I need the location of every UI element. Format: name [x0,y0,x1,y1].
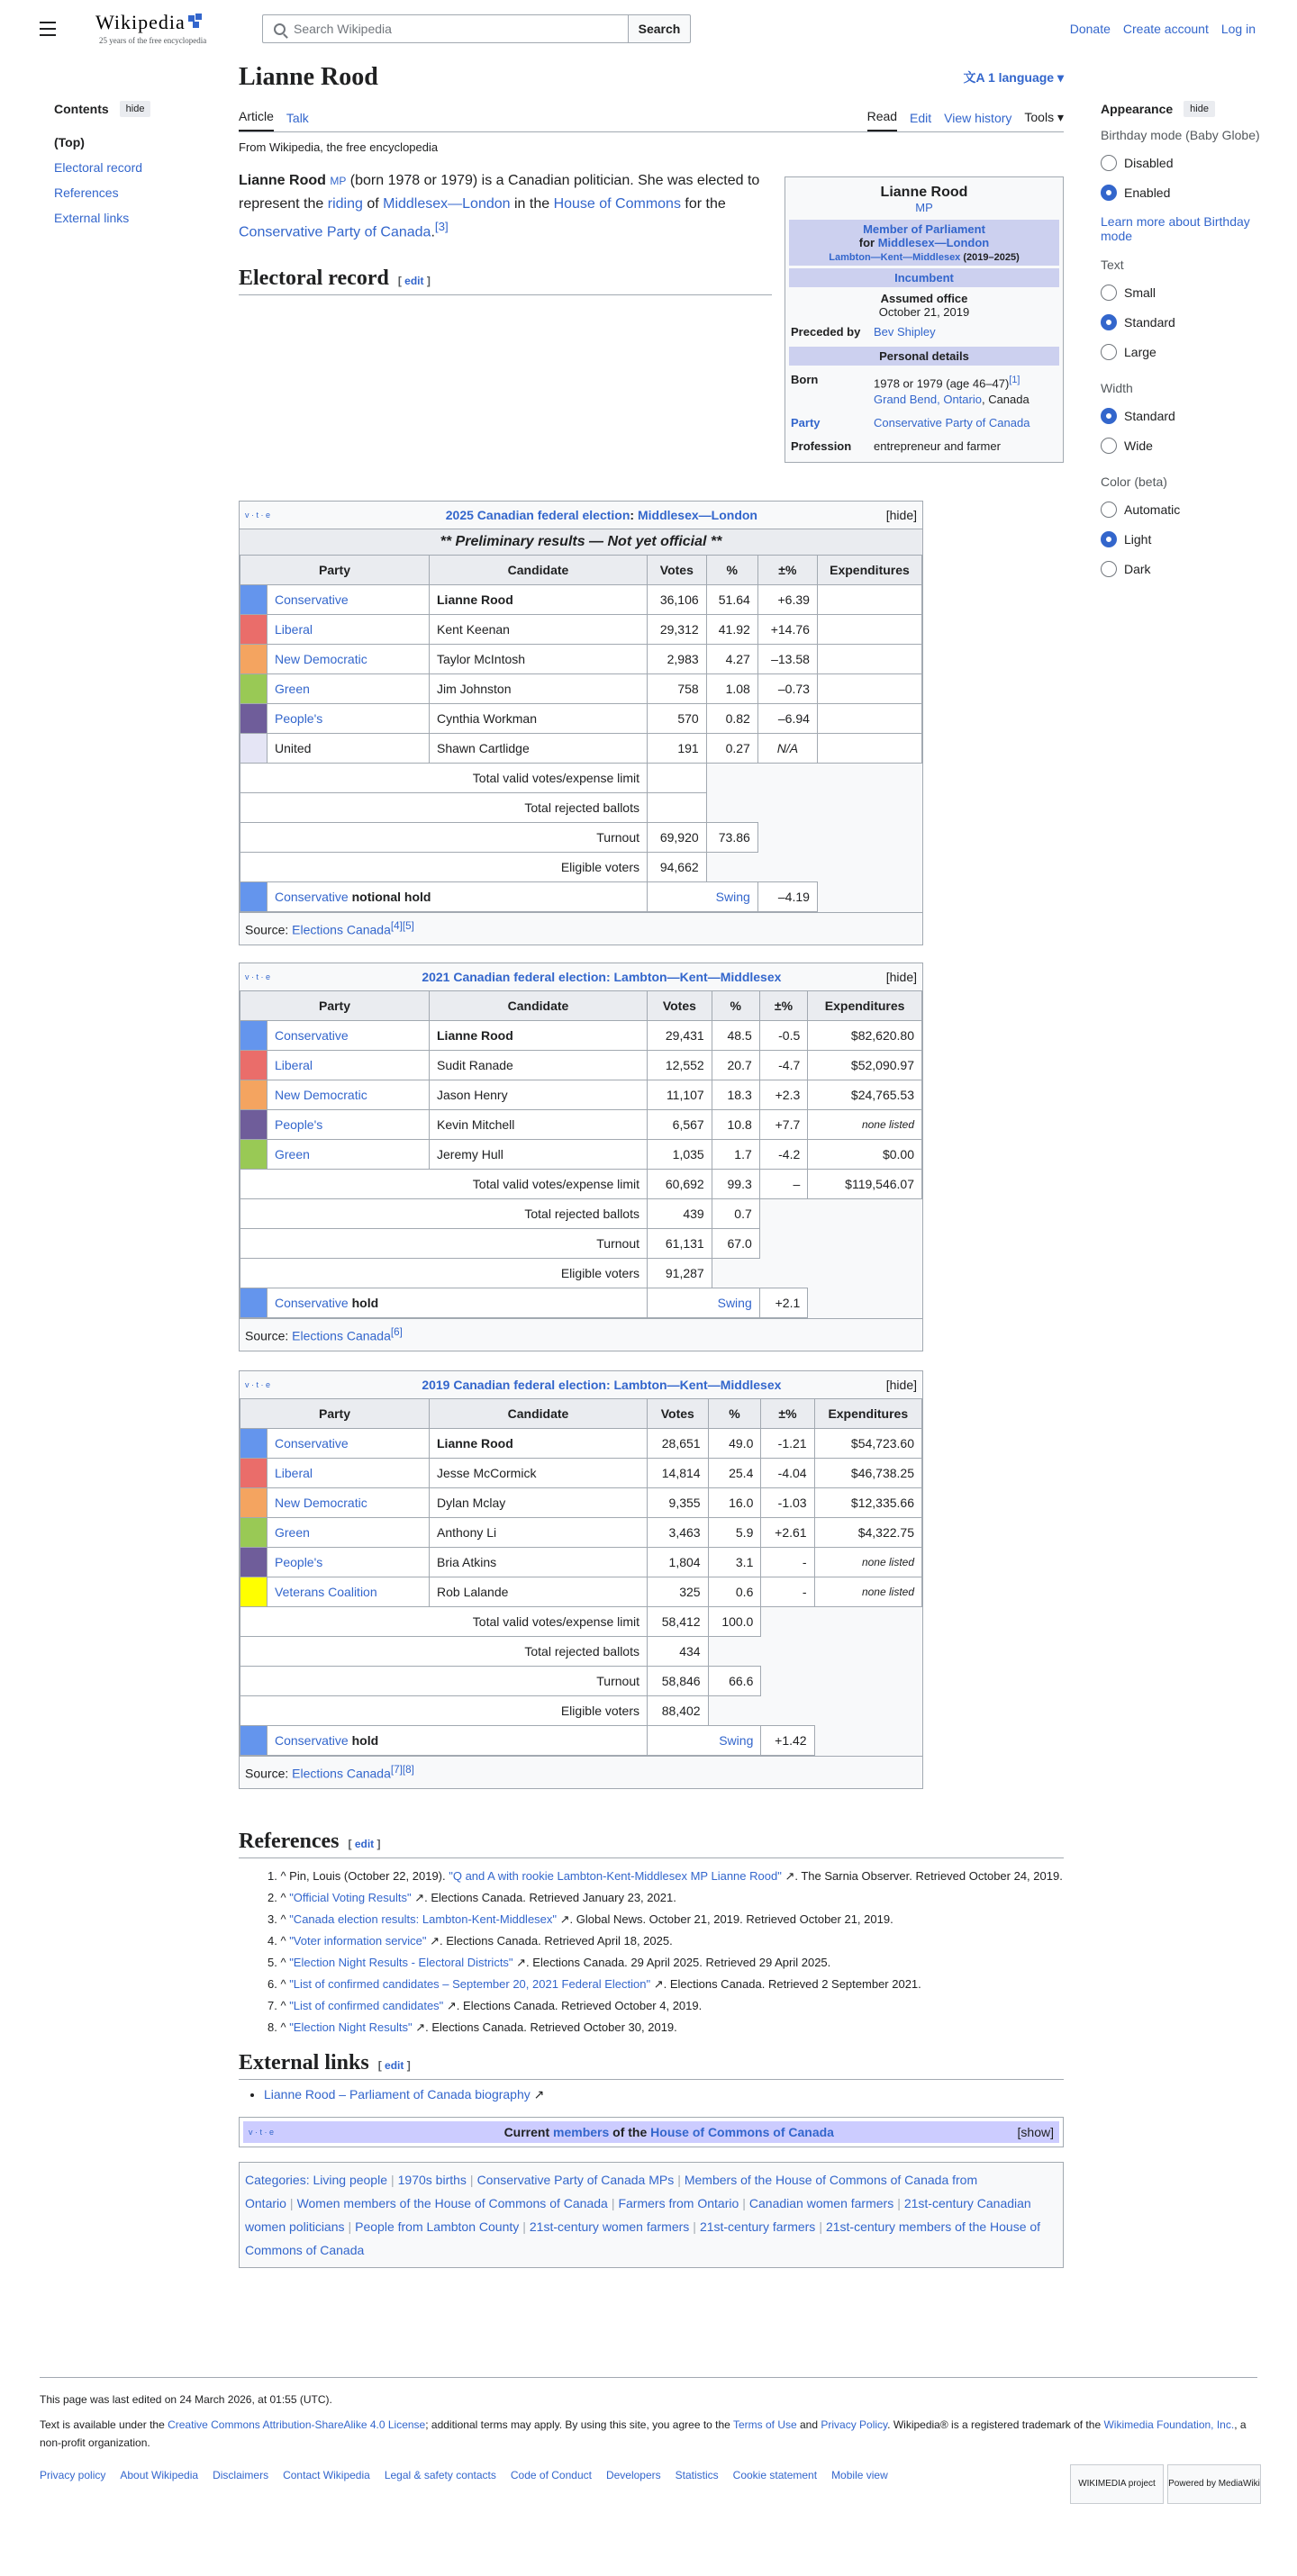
party-cell[interactable]: Green [268,674,430,704]
pct-cell: 16.0 [708,1488,761,1518]
expenditures-cell [817,585,921,615]
expenditures-cell: none listed [814,1577,921,1607]
candidate-cell: Anthony Li [430,1518,648,1548]
party-cell[interactable]: Liberal [268,1459,430,1488]
category-link[interactable]: 21st-century Canadian women politicians [245,2196,1031,2234]
category-link[interactable]: Canadian women farmers [748,2196,894,2210]
party-cell[interactable]: People's [268,1548,430,1577]
party-color-swatch [240,1051,268,1080]
reference-item: 4. ^ "Voter information service" ↗. Elections Canada. Retrieved April 18, 2025. [268,1934,673,1948]
pct-cell: 0.6 [708,1577,761,1607]
show-toggle[interactable]: [show] [1017,2125,1054,2139]
login-link[interactable]: Log in [1220,22,1256,36]
table-row [240,1080,922,1110]
election-2019-table: v · t · e 2019 Canadian federal election: Lambton—Kent—Middlesex [hide] Party Candidate Votes % ±% Expenditures Conservative Lianne Rood 28,651 49.0 -1.21 $54,723.60 Liberal Jesse McCormick 14,814 25.4 -4.04 $46,738.25 New Democratic Dylan Mclay 9,355 16.0 -1.03 $12,335.66 Green Anthony Li 3,463 5.9 +2.61 $4,322.75 People's Bria Atkins 1,804 3.1 - none listed Veterans Coalition Rob Lalande 325 0.6 - none listed Total valid votes/expense limit 58,412 100.0 Total rejected ballots 434 Turnout 58,846 66.6 Eligible voters 88,402 Conservative hold Swing +1.42 Source: Elections Canada[7][8] [239,1370,923,1789]
party-cell[interactable]: New Democratic [268,645,430,674]
candidate-cell: Cynthia Workman [430,704,648,734]
toc-item-top[interactable]: (Top) [54,135,85,149]
page-tabs [239,103,1064,132]
radio-light[interactable]: Light [1101,524,1263,554]
change-cell: -4.2 [759,1140,808,1170]
last-edited: This page was last edited on 24 March 2026, at 01:55 (UTC). [40,2393,332,2406]
votes-cell: 1,804 [648,1548,709,1577]
reference-item: 6. ^ "List of confirmed candidates – September 20, 2021 Federal Election" ↗. Elections Canada. Retrieved 2 September 2021. [268,1977,921,1991]
change-cell: +6.39 [757,585,817,615]
category-link[interactable]: 21st-century farmers [699,2219,816,2234]
preliminary-banner: ** Preliminary results — Not yet official ** [240,529,922,555]
user-links [1070,22,1256,36]
table-row [240,674,922,704]
pct-cell: 18.3 [712,1080,759,1110]
election-2025-table: v · t · e 2025 Canadian federal election: Middlesex—London [hide] ** Preliminary results — Not yet official ** Party Candidate Votes % ±% Expenditures Conservative Lianne Rood 36,106 51.64 +6.39 Liberal Kent Keenan 29,312 41.92 +14.76 New Democratic Taylor McIntosh 2,983 4.27 –13.58 Green Jim Johnston 758 1.08 –0.73 People's Cynthia Workman 570 0.82 –6.94 United Shawn Cartlidge 191 0.27 N/A Total valid votes/expense limit Total rejected ballots Turnout 69,920 73.86 Eligible voters 94,662 Conservative notional hold Swing –4.19 Source: Elections Canada[4][5] [239,501,923,945]
pct-cell: 10.8 [712,1110,759,1140]
change-cell: -4.7 [759,1051,808,1080]
toc-item-electoral-record[interactable]: Electoral record [54,160,143,175]
expenditures-cell [817,615,921,645]
votes-cell: 28,651 [648,1429,709,1459]
logo-wordmark: Wikipedia [95,11,186,33]
infobox-party: Party Conservative Party of Canada [791,416,1030,430]
radio-width-standard[interactable]: Standard [1101,401,1263,430]
radio-small[interactable]: Small [1101,277,1263,307]
change-cell: - [761,1548,814,1577]
infobox-born: Born 1978 or 1979 (age 46–47)[1] Grand Bend, Ontario, Canada [791,373,1029,407]
footer-link[interactable]: Mobile view [831,2469,888,2481]
category-link[interactable]: 21st-century women farmers [529,2219,690,2234]
source-note: Source: Elections Canada[4][5] [240,912,922,945]
puzzle-globe-icon [187,13,204,29]
reference-item: 8. ^ "Election Night Results" ↗. Elections Canada. Retrieved October 30, 2019. [268,2020,677,2034]
table-row [240,1051,922,1080]
candidate-cell: Jesse McCormick [430,1459,648,1488]
party-color-swatch [240,1140,268,1170]
wikimedia-badge[interactable]: WIKIMEDIA project [1070,2464,1164,2504]
footer-link[interactable]: Privacy policy [40,2469,106,2481]
candidate-cell: Jason Henry [430,1080,648,1110]
tools-menu[interactable]: Tools ▾ [1024,110,1064,124]
candidate-cell: Bria Atkins [430,1548,648,1577]
reference-link[interactable]: "List of confirmed candidates" [289,1999,444,2012]
party-cell[interactable]: Conservative [268,585,430,615]
pct-cell: 20.7 [712,1051,759,1080]
party-color-swatch [240,704,268,734]
party-color-swatch [240,615,268,645]
cpc-link[interactable]: Conservative Party of Canada [239,224,431,240]
vte-links[interactable]: v · t · e [245,511,271,520]
change-cell: –13.58 [757,645,817,674]
party-color-swatch [240,1080,268,1110]
hide-toggle[interactable]: [hide] [885,508,917,522]
search-icon [274,23,286,35]
expenditures-cell: $24,765.53 [808,1080,922,1110]
radio-width-wide[interactable]: Wide [1101,430,1263,460]
reference-link[interactable]: "Q and A with rookie Lambton-Kent-Middlesex MP Lianne Rood" [449,1869,782,1883]
party-color-swatch [240,734,268,764]
change-cell: N/A [757,734,817,764]
votes-cell: 758 [648,674,707,704]
reference-link[interactable]: "Canada election results: Lambton-Kent-Middlesex" [289,1912,558,1926]
language-button[interactable]: 文A 1 language ▾ [963,70,1064,85]
candidate-cell: Sudit Ranade [430,1051,648,1080]
footer-link[interactable]: Legal & safety contacts [384,2469,496,2481]
categories-label: Categories: [245,2173,313,2187]
election-2021-table: v · t · e 2021 Canadian federal election: Lambton—Kent—Middlesex [hide] Party Candidate Votes % ±% Expenditures Conservative Lianne Rood 29,431 48.5 -0.5 $82,620.80 Liberal Sudit Ranade 12,552 20.7 -4.7 $52,090.97 New Democratic Jason Henry 11,107 18.3 +2.3 $24,765.53 People's Kevin Mitchell 6,567 10.8 +7.7 none listed Green Jeremy Hull 1,035 1.7 -4.2 $0.00 Total valid votes/expense limit 60,692 99.3 – $119,546.07 Total rejected ballots 439 0.7 Turnout 61,131 67.0 Eligible voters 91,287 Conservative hold Swing +2.1 Source: Elections Canada[6] [239,963,923,1351]
license-text: Text is available under the Creative Commons Attribution-ShareAlike 4.0 License; additional terms may apply. By using this site, you agree to the Terms of Use and Privacy Policy. Wikipedia® is a registered trademark of the Wikimedia Foundation, Inc., a non-profit organization. [40,2418,1247,2449]
pct-cell: 0.27 [706,734,757,764]
votes-cell: 11,107 [648,1080,712,1110]
infobox-riding-link[interactable]: Middlesex—London [877,236,990,249]
votes-cell: 36,106 [648,585,707,615]
radio-standard[interactable]: Standard [1101,307,1263,337]
table-row [240,704,922,734]
votes-cell: 14,814 [648,1459,709,1488]
party-color-swatch [240,1488,268,1518]
riding-link[interactable]: riding [327,196,363,212]
candidate-cell: Taylor McIntosh [430,645,648,674]
radio-dark[interactable]: Dark [1101,554,1263,583]
reference-item: 3. ^ "Canada election results: Lambton-Kent-Middlesex" ↗. Global News. October 21, 2019. Retrieved October 21, 2019. [268,1912,893,1926]
wikipedia-logo[interactable] [95,11,207,45]
party-color-swatch [240,645,268,674]
vte-links[interactable]: v · t · e [245,972,271,981]
pct-cell: 1.08 [706,674,757,704]
candidate-cell: Dylan Mclay [430,1488,648,1518]
toc-item-references[interactable]: References [54,185,119,200]
votes-cell: 29,312 [648,615,707,645]
pct-cell: 3.1 [708,1548,761,1577]
expenditures-cell [817,734,921,764]
party-cell[interactable]: Green [268,1140,430,1170]
party-cell[interactable]: Liberal [268,1051,430,1080]
pct-cell: 1.7 [712,1140,759,1170]
mp-link[interactable]: MP [330,175,347,187]
candidate-cell: Jim Johnston [430,674,648,704]
votes-cell: 3,463 [648,1518,709,1548]
tagline: From Wikipedia, the free encyclopedia [239,140,439,154]
change-cell: -1.21 [761,1429,814,1459]
reference-link[interactable]: "Election Night Results - Electoral Districts" [289,1956,513,1969]
candidate-cell: Lianne Rood [430,1021,648,1051]
category-link[interactable]: People from Lambton County [355,2219,520,2234]
radio-automatic[interactable]: Automatic [1101,494,1263,524]
votes-cell: 325 [648,1577,709,1607]
edit-section-link[interactable]: edit [404,275,424,287]
reference-link[interactable]: "Official Voting Results" [289,1891,412,1904]
expenditures-cell: $82,620.80 [808,1021,922,1051]
expenditures-cell [817,645,921,674]
search-button[interactable]: Search [628,14,691,43]
party-cell[interactable]: Liberal [268,615,430,645]
party-cell[interactable]: Conservative [268,1429,430,1459]
change-cell: -1.03 [761,1488,814,1518]
pct-cell: 48.5 [712,1021,759,1051]
footer-link[interactable]: Statistics [675,2469,719,2481]
category-link[interactable]: Members of the House of Commons of Canada from Ontario [245,2173,978,2210]
toc-item-external-links[interactable]: External links [54,211,130,225]
party-color-swatch [240,1429,268,1459]
candidate-cell: Lianne Rood [430,1429,648,1459]
table-row [240,645,922,674]
middlesex-london-link[interactable]: Middlesex—London [383,196,511,212]
reference-item: 2. ^ "Official Voting Results" ↗. Elections Canada. Retrieved January 23, 2021. [268,1891,676,1904]
party-color-swatch [240,1518,268,1548]
party-color-swatch [240,1459,268,1488]
change-cell: -0.5 [759,1021,808,1051]
radio-disabled[interactable]: Disabled [1101,148,1263,177]
search-form [262,14,691,43]
parliament-bio-link[interactable]: Lianne Rood – Parliament of Canada biography [264,2087,531,2101]
party-color-swatch [240,1577,268,1607]
party-cell[interactable]: New Democratic [268,1488,430,1518]
intro-paragraph: Lianne Rood MP (born 1978 or 1979) is a Canadian politician. She was elected to represent the riding of Middlesex—London in the House of Commons for the Conservative Party of Canada.[3] [239,173,760,240]
site-header [0,0,1297,58]
expenditures-cell: $46,738.25 [814,1459,921,1488]
change-cell: –6.94 [757,704,817,734]
hide-toggle[interactable]: [hide] [885,1378,917,1392]
radio-large[interactable]: Large [1101,337,1263,366]
party-cell[interactable]: Green [268,1518,430,1548]
expenditures-cell: none listed [808,1110,922,1140]
votes-cell: 6,567 [648,1110,712,1140]
footer-link[interactable]: Disclaimers [213,2469,269,2481]
candidate-cell: Rob Lalande [430,1577,648,1607]
table-row [240,734,922,764]
footer-link[interactable]: About Wikipedia [120,2469,199,2481]
pct-cell: 4.27 [706,645,757,674]
mediawiki-badge[interactable]: Powered by MediaWiki [1167,2464,1261,2504]
references-section: References [ edit ] 1. ^ Pin, Louis (October 22, 2019). "Q and A with rookie Lambton-Kent-Middlesex MP Lianne Rood" ↗. The Sarnia Observer. Retrieved October 24, 2019. 2. ^ "Official Voting Results" ↗. Elections Canada. Retrieved January 23, 2021. 3. ^ "Canada election results: Lambton-Kent-Middlesex" ↗. Global News. October 21, 2019. Retrieved October 21, 2019. 4. ^ "Voter information service" ↗. Elections Canada. Retrieved April 18, 2025. 5. ^ "Election Night Results - Electoral Districts" ↗. Elections Canada. 29 April 2025. Retrieved 29 April 2025. 6. ^ "List of confirmed candidates – September 20, 2021 Federal Election" ↗. Elections Canada. Retrieved 2 September 2021. 7. ^ "List of confirmed candidates" ↗. Elections Canada. Retrieved October 4, 2019. 8. ^ "Election Night Results" ↗. Elections Canada. Retrieved October 30, 2019. External links [ edit ] • Lianne Rood – Parliament of Canada biography ↗ v · t · e Current members of the House of Commons of Canada [show] Categories: Living people | 1970s births | Conservative Party of Canada MPs | Members of the House of Commons of Canada from Ontario | Women members of the House of Commons of Canada | Farmers from Ontario | Canadian women farmers | 21st-century Canadian women politicians | People from Lambton County | 21st-century women farmers | 21st-century farmers | 21st-century members of the House of Commons of Canada [239,1830,1064,2268]
create-account-link[interactable]: Create account [1122,22,1209,36]
category-link[interactable]: Farmers from Ontario [618,2196,739,2210]
candidate-cell: Lianne Rood [430,585,648,615]
table-row [240,1140,922,1170]
ref-3[interactable]: [3] [434,220,449,233]
candidate-cell: Kent Keenan [430,615,648,645]
table-row [240,585,922,615]
logo-tagline: 25 years of the free encyclopedia [99,36,207,45]
table-row [240,615,922,645]
pct-cell: 25.4 [708,1459,761,1488]
table-of-contents [54,101,216,230]
party-cell[interactable]: People's [268,1110,430,1140]
translate-icon: 文A [963,70,988,85]
expenditures-cell: none listed [814,1548,921,1577]
reference-item: 5. ^ "Election Night Results - Electoral Districts" ↗. Elections Canada. 29 April 2025. Retrieved 29 April 2025. [268,1956,831,1969]
expenditures-cell [817,674,921,704]
tab-view-history[interactable]: View history [944,111,1012,125]
party-color-swatch [240,585,268,615]
change-cell: +2.61 [761,1518,814,1548]
votes-cell: 29,431 [648,1021,712,1051]
hide-toggle[interactable]: [hide] [885,970,917,984]
table-row [240,1577,922,1607]
change-cell: - [761,1577,814,1607]
expenditures-cell: $0.00 [808,1140,922,1170]
votes-cell: 12,552 [648,1051,712,1080]
main-menu-icon[interactable] [40,22,56,36]
reference-link[interactable]: "Election Night Results" [289,2020,413,2034]
source-note: Source: Elections Canada[6] [240,1318,922,1351]
heading-electoral-record: Electoral record [ edit ] [239,267,772,295]
category-link[interactable]: Living people [313,2173,387,2187]
infobox [785,176,1064,463]
category-link[interactable]: 21st-century members of the House of Commons of Canada [245,2219,1041,2257]
main-content [239,58,1064,2257]
change-cell: -4.04 [761,1459,814,1488]
party-color-swatch [240,1021,268,1051]
search-input[interactable] [262,14,628,43]
infobox-profession: Profession entrepreneur and farmer [791,439,1001,454]
appearance-hide-button[interactable]: hide [1184,101,1215,117]
search-placeholder: Search Wikipedia [294,22,392,36]
table-row [240,1548,922,1577]
infobox-assumed: Assumed office October 21, 2019 [878,292,970,319]
category-link[interactable]: Conservative Party of Canada MPs [476,2173,675,2187]
footer-link[interactable]: Developers [605,2469,661,2481]
category-link[interactable]: Women members of the House of Commons of Canada [296,2196,608,2210]
reference-item: 1. ^ Pin, Louis (October 22, 2019). "Q and A with rookie Lambton-Kent-Middlesex MP Lianne Rood" ↗. The Sarnia Observer. Retrieved October 24, 2019. [268,1869,1063,1883]
party-cell[interactable]: People's [268,704,430,734]
candidate-cell: Jeremy Hull [430,1140,648,1170]
party-color-swatch [240,674,268,704]
category-link[interactable]: 1970s births [397,2173,467,2187]
reference-link[interactable]: "List of confirmed candidates – September 20, 2021 Federal Election" [289,1977,651,1991]
party-color-swatch [240,1548,268,1577]
infobox-mp[interactable]: MP [915,201,933,214]
votes-cell: 191 [648,734,707,764]
table-row [240,1429,922,1459]
expenditures-cell: $54,723.60 [814,1429,921,1459]
footer-link[interactable]: Code of Conduct [510,2469,592,2481]
candidate-cell: Shawn Cartlidge [430,734,648,764]
infobox-office: Member of Parliament for Middlesex—London Lambton—Kent—Middlesex (2019–2025) [789,220,1059,266]
change-cell: +14.76 [757,615,817,645]
expenditures-cell: $4,322.75 [814,1518,921,1548]
heading-references: References [ edit ] [239,1830,1064,1858]
pct-cell: 49.0 [708,1429,761,1459]
reference-link[interactable]: "Voter information service" [289,1934,427,1948]
party-cell: United [268,734,430,764]
table-row [240,1459,922,1488]
infobox-personal: Personal details [789,347,1059,366]
table-row [240,1488,922,1518]
page-footer [40,2377,1260,2489]
source-note: Source: Elections Canada[7][8] [240,1756,922,1788]
vte-links[interactable]: v · t · e [245,1380,271,1389]
footer-link[interactable]: Contact Wikipedia [283,2469,370,2481]
footer-link[interactable]: Cookie statement [732,2469,818,2481]
learn-more-link[interactable]: Learn more about Birthday mode [1101,214,1250,243]
house-of-commons-link[interactable]: House of Commons [553,196,681,212]
change-cell: +7.7 [759,1110,808,1140]
infobox-preceded: Preceded by Bev Shipley [791,325,936,339]
candidate-cell: Kevin Mitchell [430,1110,648,1140]
expenditures-cell: $52,090.97 [808,1051,922,1080]
appearance-panel: Appearance hide Birthday mode (Baby Globe) Disabled Enabled Learn more about Birthday mode Text Small Standard Large Width Standard Wide Color (beta) Automatic Light Dark [1101,101,1263,583]
party-cell[interactable]: Veterans Coalition [268,1577,430,1607]
votes-cell: 570 [648,704,707,734]
table-row [240,1110,922,1140]
heading-external-links: External links [ edit ] [239,2051,1064,2080]
votes-cell: 1,035 [648,1140,712,1170]
tab-talk[interactable]: Talk [286,111,309,125]
toc-hide-button[interactable]: hide [120,101,151,117]
donate-link[interactable]: Donate [1069,22,1111,36]
tab-read[interactable]: Read [867,109,897,131]
party-cell[interactable]: New Democratic [268,1080,430,1110]
party-cell[interactable]: Conservative [268,1021,430,1051]
pct-cell: 41.92 [706,615,757,645]
tab-edit[interactable]: Edit [910,111,932,125]
pct-cell: 51.64 [706,585,757,615]
toc-title: Contents [54,102,109,116]
table-row [240,1021,922,1051]
page-title: Lianne Rood [239,63,378,91]
tab-article[interactable]: Article [239,109,274,131]
pct-cell: 5.9 [708,1518,761,1548]
table-row [240,1518,922,1548]
votes-cell: 2,983 [648,645,707,674]
categories-box: Categories: Living people | 1970s births | Conservative Party of Canada MPs | Members of the House of Commons of Canada from Ontario | Women members of the House of Commons of Canada | Farmers from Ontario | Canadian women farmers | 21st-century Canadian women politicians | People from Lambton County | 21st-century women farmers | 21st-century farmers | 21st-century members of the House of Commons of Canada [239,2162,1064,2268]
reference-item: 7. ^ "List of confirmed candidates" ↗. Elections Canada. Retrieved October 4, 2019. [268,1999,703,2012]
change-cell: –0.73 [757,674,817,704]
infobox-name: Lianne Rood [880,185,968,200]
expenditures-cell: $12,335.66 [814,1488,921,1518]
navbox: v · t · e Current members of the House of Commons of Canada [show] [239,2117,1064,2147]
votes-cell: 9,355 [648,1488,709,1518]
change-cell: +2.3 [759,1080,808,1110]
radio-enabled[interactable]: Enabled [1101,177,1263,207]
party-color-swatch [240,1110,268,1140]
pct-cell: 0.82 [706,704,757,734]
expenditures-cell [817,704,921,734]
infobox-incumbent: Incumbent [789,268,1059,287]
